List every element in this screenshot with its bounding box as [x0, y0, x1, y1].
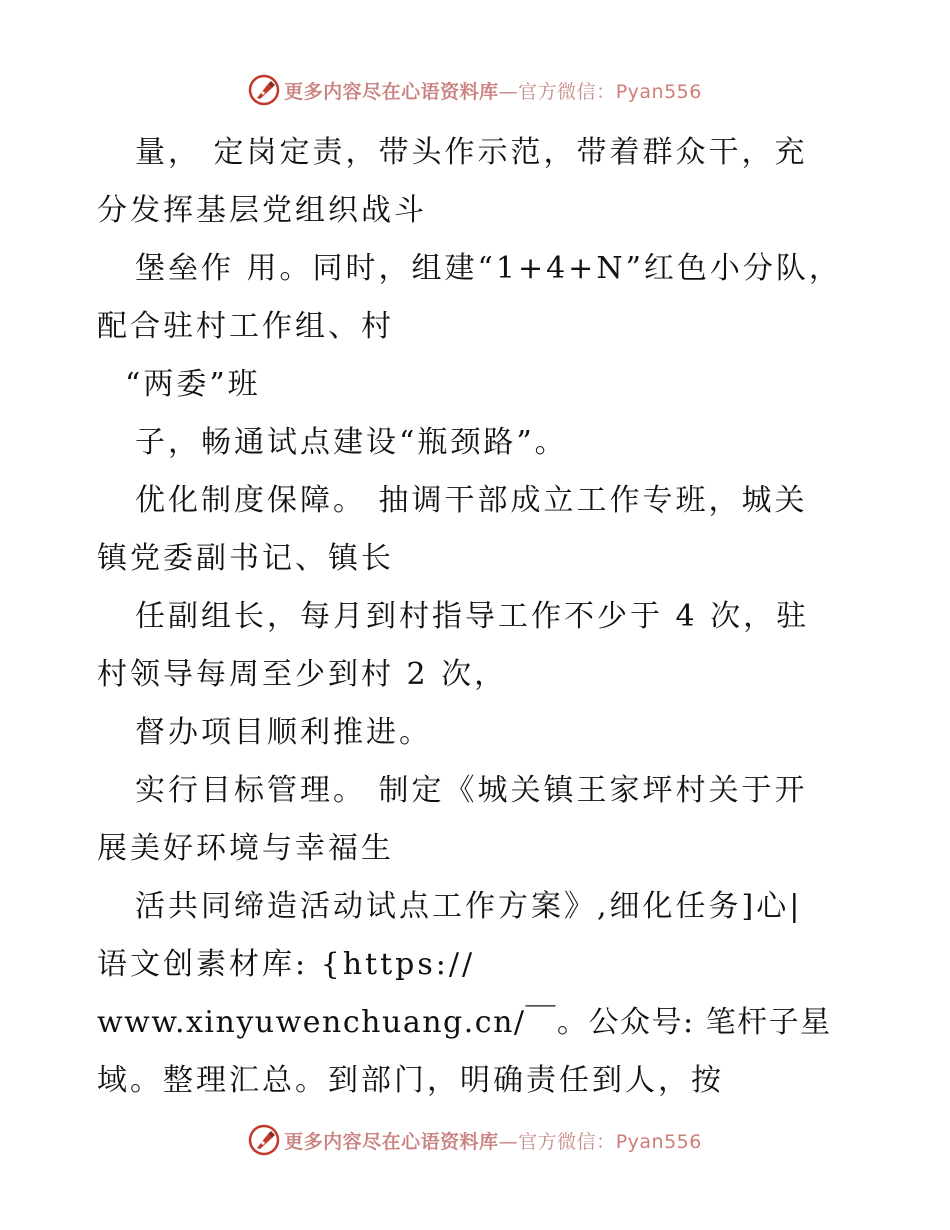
body-line: 实行目标管理。 制定《城关镇王家坪村关于开	[135, 773, 808, 808]
body-line: 量， 定岗定责，带头作示范，带着群众干，充	[135, 135, 808, 170]
body-line: 分发挥基层党组织战斗	[97, 193, 427, 228]
body-line: 子，畅通试点建设“瓶颈路”。	[135, 425, 568, 460]
body-line: 配合驻村工作组、村	[97, 309, 394, 344]
footer-watermark-main: 更多内容尽在心语资料库	[284, 1130, 499, 1153]
header-watermark	[0, 70, 950, 110]
header-watermark-wechat-id: Pyan556	[615, 80, 702, 103]
body-line: 督办项目顺利推进。	[135, 715, 432, 750]
header-watermark-wechat-label: 官方微信：	[518, 80, 616, 103]
header-watermark-main: 更多内容尽在心语资料库	[284, 80, 499, 103]
body-line: 村领导每周至少到村 2 次，	[97, 657, 508, 692]
body-line: 活共同缔造活动试点工作方案》,细化任务]心|	[135, 889, 803, 924]
body-line: 任副组长，每月到村指导工作不少于 4 次，驻	[135, 599, 810, 634]
body-line: 优化制度保障。 抽调干部成立工作专班，城关	[135, 483, 808, 518]
body-line: “两委”班	[125, 367, 261, 402]
footer-watermark-wechat-id: Pyan556	[615, 1130, 702, 1153]
footer-watermark-wechat-label: 官方微信：	[518, 1130, 616, 1153]
body-line: 堡垒作 用。同时，组建“1+4+N”红色小分队，	[135, 251, 842, 286]
footer-watermark-dash: —	[498, 1130, 519, 1153]
document-body	[97, 124, 857, 1110]
body-line: www.xinyuwenchuang.cn/￣。公众号: 笔杆子星	[97, 1005, 832, 1040]
footer-watermark-text	[284, 1127, 702, 1154]
footer-watermark	[0, 1120, 950, 1160]
body-line: 展美好环境与幸福生	[97, 831, 394, 866]
body-line: 语文创素材库: {https://	[97, 947, 476, 982]
header-watermark-text	[284, 77, 702, 104]
pen-nib-icon	[248, 1124, 280, 1156]
header-watermark-dash: —	[498, 80, 519, 103]
body-line: 镇党委副书记、镇长	[97, 541, 394, 576]
pen-nib-icon	[248, 74, 280, 106]
body-line: 域。整理汇总。到部门，明确责任到人，按	[97, 1063, 724, 1098]
